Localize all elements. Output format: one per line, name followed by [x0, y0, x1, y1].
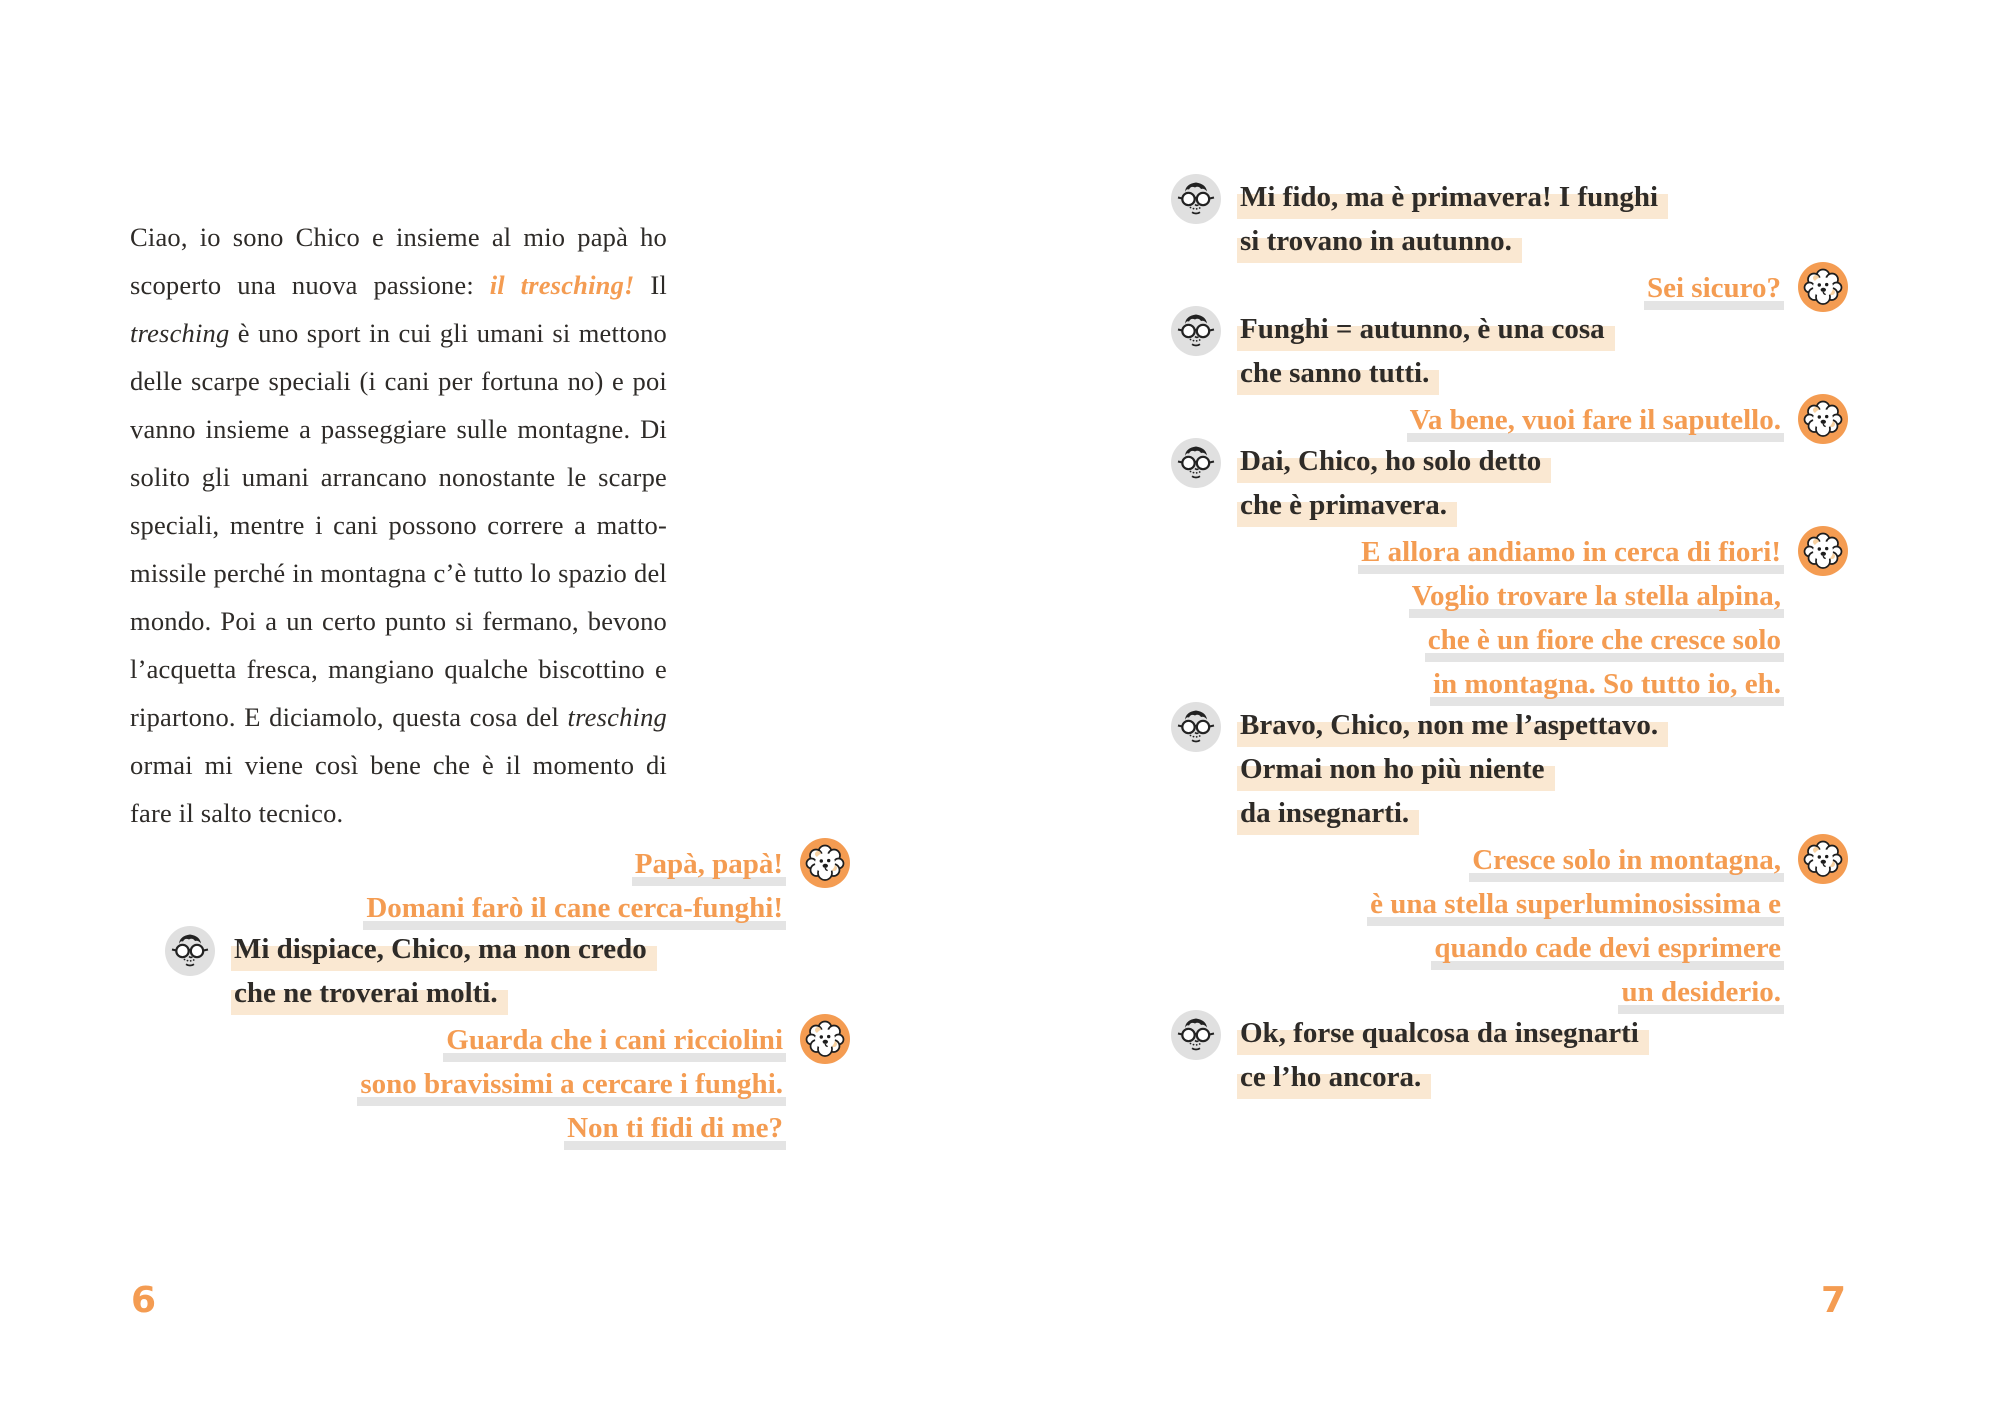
dialogue-line: Bravo, Chico, non me l’aspettavo. — [1237, 709, 1668, 747]
dialogue-line: Sei sicuro? — [1647, 271, 1781, 304]
dog-face-icon — [800, 838, 850, 888]
dad-face-icon — [1171, 174, 1221, 224]
dog-face-icon — [1798, 834, 1848, 884]
dialogue-line: Mi dispiace, Chico, ma non credo — [231, 933, 657, 971]
dialogue-message-chico — [1237, 530, 1781, 706]
dad-face-icon — [1171, 702, 1221, 752]
dialogue-message-dad — [1237, 706, 1781, 838]
dialogue-line: è una stella superluminosissima e — [1370, 887, 1781, 920]
dog-face-icon — [800, 1014, 850, 1064]
intro-italic-term: tresching — [130, 317, 230, 348]
dialogue-line: Dai, Chico, ho solo detto — [1237, 445, 1551, 483]
dad-face-icon — [1171, 1010, 1221, 1060]
dialogue-message-chico — [1237, 838, 1781, 1014]
intro-highlight-term: il tresching! — [489, 269, 635, 300]
dialogue-message-chico — [231, 842, 783, 930]
dialogue-message-chico — [1237, 398, 1781, 442]
right-page — [1000, 0, 2000, 1414]
intro-paragraph — [130, 213, 667, 837]
dialogue-line: Ormai non ho più niente — [1237, 753, 1555, 791]
dialogue-line: che è primavera. — [1237, 489, 1457, 527]
intro-text: Ciao, io sono Chico e insieme al mio papà ho scoperto una nuova passione: — [130, 221, 667, 300]
intro-text: ormai mi viene così bene che è il momento di fare il salto tecnico. — [130, 749, 667, 828]
dialogue-line: Mi fido, ma è primavera! I funghi — [1237, 181, 1668, 219]
dialogue-message-dad — [1237, 178, 1781, 266]
dialogue-line: Va bene, vuoi fare il saputello. — [1409, 403, 1781, 436]
dialogue-line: Non ti fidi di me? — [567, 1111, 783, 1144]
intro-italic-term: tresching — [567, 701, 667, 732]
dialogue-line: che è un fiore che cresce solo — [1427, 623, 1781, 656]
dialogue-message-dad — [1237, 1014, 1781, 1102]
page-number: 6 — [131, 1280, 157, 1321]
dialogue-line: Ok, forse qualcosa da insegnarti — [1237, 1017, 1649, 1055]
dialogue-line: in montagna. So tutto io, eh. — [1432, 667, 1781, 700]
dad-face-icon — [165, 926, 215, 976]
dialogue-line: un desiderio. — [1621, 975, 1781, 1008]
dialogue-message-chico — [1237, 266, 1781, 310]
dialogue-line: sono bravissimi a cercare i funghi. — [360, 1067, 783, 1100]
dialogue-line: ce l’ho ancora. — [1237, 1061, 1431, 1099]
dialogue-message-dad — [1237, 442, 1781, 530]
dad-face-icon — [1171, 306, 1221, 356]
dialogue-line: Voglio trovare la stella alpina, — [1411, 579, 1781, 612]
dad-face-icon — [1171, 438, 1221, 488]
dog-face-icon — [1798, 526, 1848, 576]
dialogue-line: che ne troverai molti. — [231, 977, 508, 1015]
dialogue-line: Guarda che i cani ricciolini — [446, 1023, 783, 1056]
dialogue-message-dad — [1237, 310, 1781, 398]
dialogue-line: si trovano in autunno. — [1237, 225, 1522, 263]
dialogue-message-dad — [231, 930, 783, 1018]
dialogue-line: quando cade devi esprimere — [1434, 931, 1781, 964]
intro-text: è uno sport in cui gli umani si mettono delle scarpe speciali (i cani per fortuna no) e poi vanno insieme a passeggiare sulle montagne. Di solito gli umani arrancano nonostante le scarpe speciali, mentre i cani possono correre a matto-missile perché in montagna c’è tutto lo spazio del mondo. Poi a un certo punto si fermano, bevono l’acquetta fresca, mangiano qualche biscottino e ripartono. E diciamolo, questa cosa del — [130, 317, 667, 732]
dog-face-icon — [1798, 262, 1848, 312]
page-number: 7 — [1820, 1280, 1846, 1321]
dog-face-icon — [1798, 394, 1848, 444]
dialogue-right — [1237, 178, 1781, 1102]
dialogue-line: da insegnarti. — [1237, 797, 1419, 835]
dialogue-left — [231, 842, 783, 1150]
dialogue-line: Funghi = autunno, è una cosa — [1237, 313, 1615, 351]
intro-text: Il — [634, 269, 667, 300]
dialogue-line: Cresce solo in montagna, — [1472, 843, 1781, 876]
dialogue-line: Papà, papà! — [634, 847, 783, 880]
dialogue-line: Domani farò il cane cerca-funghi! — [366, 891, 783, 924]
dialogue-message-chico — [231, 1018, 783, 1150]
dialogue-line: che sanno tutti. — [1237, 357, 1439, 395]
dialogue-line: E allora andiamo in cerca di fiori! — [1361, 535, 1781, 568]
